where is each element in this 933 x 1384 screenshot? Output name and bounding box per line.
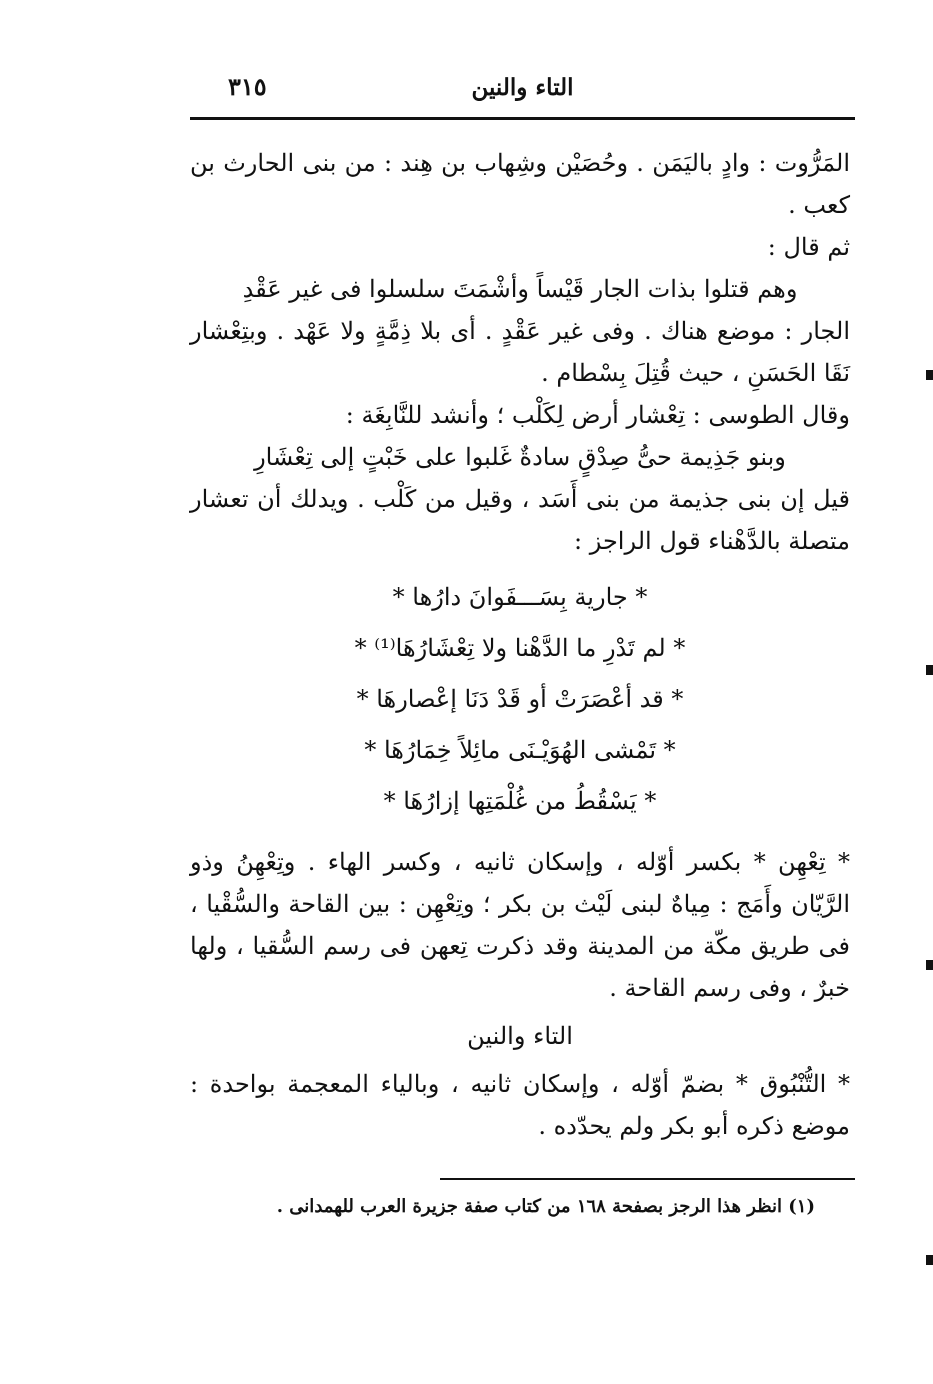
edge-mark (926, 1255, 933, 1265)
poem-line-1: وهم قتلوا بذات الجار قَيْساً وأشْمَتَ سلسلوا فى غير عَقْدِ (242, 275, 798, 303)
rajaz-verses (190, 572, 850, 827)
section-title: التاء والنين (467, 1022, 573, 1050)
poem-line-2: وبنو جَذِيمة حىُّ صِدْقٍ سادةٌ غَلبوا على خَبْتٍ إلى تِعْشَارِ (254, 443, 786, 471)
edge-mark (926, 960, 933, 970)
paragraph-tihin: * تِعْهِن * بكسر أوّله ، وإسكان ثانيه ، وكسر الهاء . وتِعْهِنُ وذو الرَّيّان وأَمَج : مِياهٌ لبنى لَيْث بن بكر ؛ وتِعْهِن : بين القاحة والسُّقْيا ، فى طريق مكّة من المدينة وقد ذكرت تِعهن فى رسم السُّقيا ، ولها خبرٌ ، وفى رسم القاحة . (190, 848, 850, 1002)
footnote: (١) انظر هذا الرجز بصفحة ١٦٨ من كتاب صفة جزيرة العرب للهمدانى . (276, 1196, 815, 1217)
verse-line: * لم تَدْرِ ما الدَّهْنا ولا تِعْشَارُهَا⁽¹⁾ * (354, 634, 686, 662)
verse-line: * قد أعْصَرَتْ أو قَدْ دَنَا إعْصارهَا * (356, 685, 684, 713)
paragraph-jadhima: قيل إن بنى جذيمة من بنى أَسَد ، وقيل من كَلْب . ويدلك أن تعشار متصلة بالدَّهْناء قول الراجز : (190, 485, 850, 555)
paragraph-thumma-qal: ثم قال : (767, 233, 850, 261)
verse-line: * تَمْشى الهُوَيْـنَى مائِلاً خِمَارُهَا * (364, 736, 676, 764)
paragraph-marrut: المَرُّوت : وادٍ باليَمَن . وحُصَيْن وشِهاب بن هِند : من بنى الحارث بن كعب . (190, 149, 850, 219)
verse-line: * يَسْقُطُ من غُلْمَتِها إزارُهَا * (383, 787, 657, 815)
page-header (190, 72, 855, 112)
edge-mark (926, 370, 933, 380)
running-head: التاء والنين (471, 74, 574, 101)
paragraph-al-jar: الجار : موضع هناك . وفى غير عَقْدٍ . أى بلا ذِمَّةٍ ولا عَهْد . وبتِعْشار نَقَا الحَسَنِ ، حيث قُتِلَ بِسْطام . (190, 317, 850, 387)
paragraph-tunbuq: * التُّنْبُوق * بضمّ أوّله ، وإسكان ثانيه ، وبالياء المعجمة بواحدة : موضع ذكره أبو بكر ولم يحدّده . (190, 1070, 850, 1140)
edge-mark (926, 665, 933, 675)
header-rule (190, 117, 855, 120)
page-number: ٣١٥ (228, 72, 267, 101)
verse-line: * جارية بِسَـــفَوانَ دارُها * (392, 583, 648, 611)
main-text (190, 142, 850, 1147)
paragraph-tusi: وقال الطوسى : تِعْشار أرض لِكَلْب ؛ وأنشد للنَّابِغَة : (345, 401, 850, 429)
footnote-rule (440, 1178, 855, 1180)
